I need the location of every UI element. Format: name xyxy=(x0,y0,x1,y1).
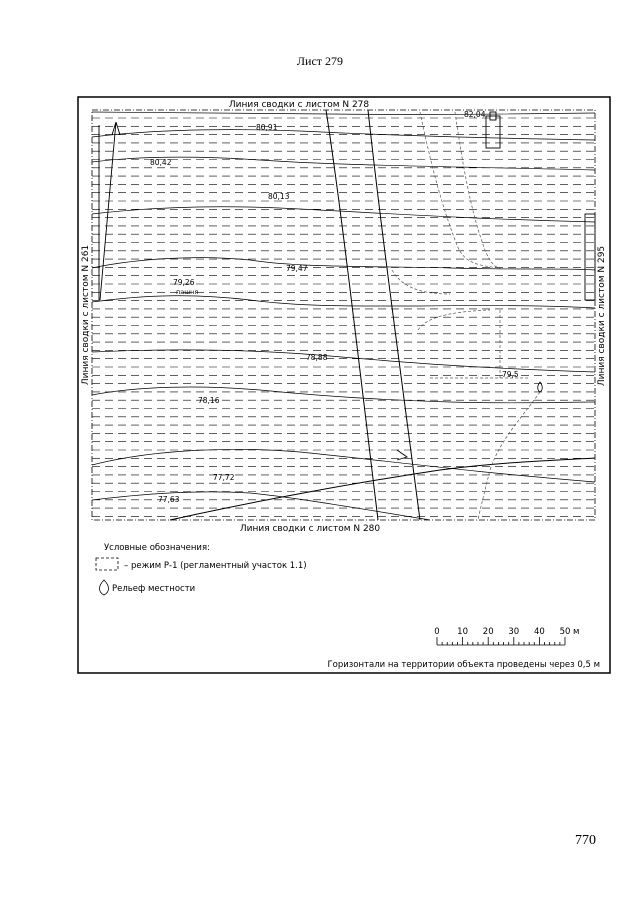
contour-line xyxy=(92,112,595,114)
scale-label: 50 xyxy=(559,627,571,637)
elevation-label: 80,13 xyxy=(268,192,290,201)
elevation-label: 78,16 xyxy=(198,396,220,405)
legend-title: Условные обозначения: xyxy=(104,543,210,553)
border-label-top: Линия сводки с листом N 278 xyxy=(228,100,370,110)
contour-line xyxy=(92,296,595,308)
scale-label: 30 xyxy=(508,627,520,637)
scale-unit: м xyxy=(573,627,580,637)
elevation-label: 77,63 xyxy=(158,495,180,504)
border-label-right: Линия сводки с листом N 295 xyxy=(597,245,607,387)
regime-boundary xyxy=(585,214,595,300)
dashed-path xyxy=(478,392,540,520)
contour-line xyxy=(92,449,595,482)
sheet-title: Лист 279 xyxy=(296,54,344,68)
contour-line xyxy=(92,350,595,372)
dashed-path xyxy=(392,270,450,294)
scale-label: 20 xyxy=(482,627,494,637)
scale-bar xyxy=(434,627,579,645)
legend-item-relief: Рельеф местности xyxy=(112,584,196,594)
relief-icon xyxy=(100,580,109,595)
elevation-label: 77,72 xyxy=(213,473,235,482)
scale-label: 0 xyxy=(434,627,440,637)
page-number: 770 xyxy=(575,833,596,848)
elevation-label: 79,47 xyxy=(286,264,308,273)
elevation-label: 78,88 xyxy=(306,353,328,362)
elevation-label: 79,26 xyxy=(173,278,195,287)
north-arrow xyxy=(100,122,120,300)
dashed-path xyxy=(455,112,500,268)
land-note: пашня xyxy=(176,288,199,296)
contour-lines xyxy=(92,112,595,520)
dashed-path xyxy=(418,310,490,330)
regime-boundary-box xyxy=(96,558,118,570)
elevation-label: 82,04 xyxy=(464,110,486,119)
dashed-paths xyxy=(392,112,540,520)
elevation-label: 79,5 xyxy=(502,370,519,379)
scale-label: 40 xyxy=(533,627,545,637)
scale-label: 10 xyxy=(457,627,469,637)
elevation-label: 80,91 xyxy=(256,123,278,132)
contour-line xyxy=(92,387,595,403)
legend-item-regime: – режим Р-1 (регламентный участок 1.1) xyxy=(124,561,307,571)
elevation-label: 80,42 xyxy=(150,158,172,167)
border-label-bottom: Линия сводки с листом N 280 xyxy=(239,524,381,534)
contour-line xyxy=(92,492,430,520)
dashed-path xyxy=(420,112,500,268)
contour-line xyxy=(92,258,595,270)
road-line xyxy=(170,458,595,520)
legend xyxy=(96,543,307,595)
border-label-left: Линия сводки с листом N 261 xyxy=(81,244,91,386)
contour-note: Горизонтали на территории объекта проведены через 0,5 м xyxy=(327,660,600,670)
